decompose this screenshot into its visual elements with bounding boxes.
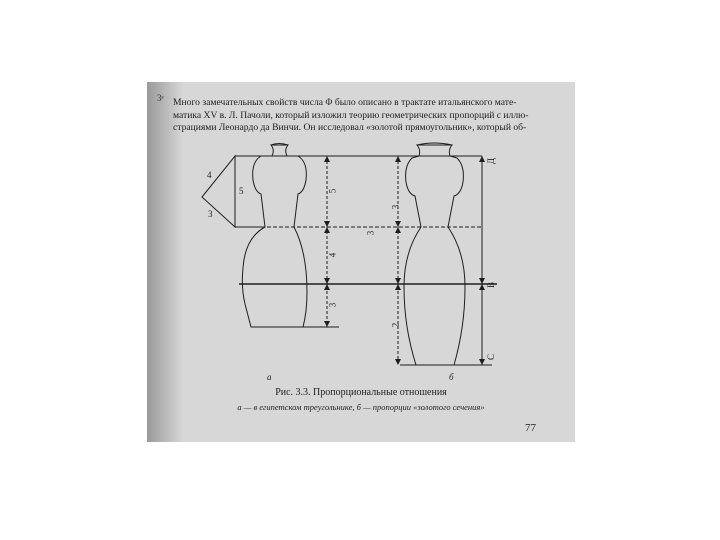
subfigure-label-b: б [449,372,454,382]
mid-mark: 3 [365,230,376,236]
arrow-side-hip-up [479,278,485,284]
arrow-side-top [479,156,485,162]
arrow-left-hip-up [324,278,330,284]
arrow-right-waist-up [395,221,401,227]
dress-a-silhouette [242,145,307,327]
page-number: 77 [525,422,536,434]
arrow-left-hem [324,321,330,327]
left-dim-label-3: 3 [327,302,338,308]
egyptian-triangle [202,156,235,227]
left-dim-label-5: 5 [327,188,338,194]
dress-b-silhouette [404,145,465,365]
body-line: Много замечательных свойств числа Φ было описано в трактате итальянского мате- [173,97,517,108]
arrow-left-top [324,156,330,162]
body-line: матика XV в. Л. Пачоли, который изложил теорию геометрических пропорций с иллю- [173,109,529,121]
arrow-right-hip-up [395,278,401,284]
left-dim-label-4: 4 [327,252,338,258]
arrow-side-hem [479,359,485,365]
arrow-right-hem [395,359,401,365]
side-letter-d: Д [486,157,497,165]
triangle-label-3: 3 [208,209,213,219]
figure-caption-title: Рис. 3.3. Пропорциональные отношения [275,387,447,398]
arrow-side-hip-down [479,284,485,290]
arrow-left-hip-down [324,284,330,290]
triangle-label-4: 4 [207,170,212,180]
triangle-label-5: 5 [239,186,244,196]
arrow-right-waist-down [395,227,401,233]
book-page-scan [147,82,575,442]
side-letter-v: В [486,281,497,289]
arrow-right-hip-down [395,284,401,290]
subfigure-label-a: а [267,372,272,382]
arrow-left-waist-up [324,221,330,227]
corner-mark: 3ᵉ [157,93,164,103]
right-dim-label-2: 2 [390,322,401,328]
arrow-right-top [395,156,401,162]
figure-caption-subtitle: а — в египетском треугольнике, б — пропорции «золотого сечения» [237,402,485,412]
side-letter-s: С [486,353,497,361]
body-line: страциями Леонардо да Винчи. Он исследовал «золотой прямоугольник», который об- [173,122,527,133]
right-dim-label-3: 3 [390,204,401,210]
arrow-left-waist-down [324,227,330,233]
